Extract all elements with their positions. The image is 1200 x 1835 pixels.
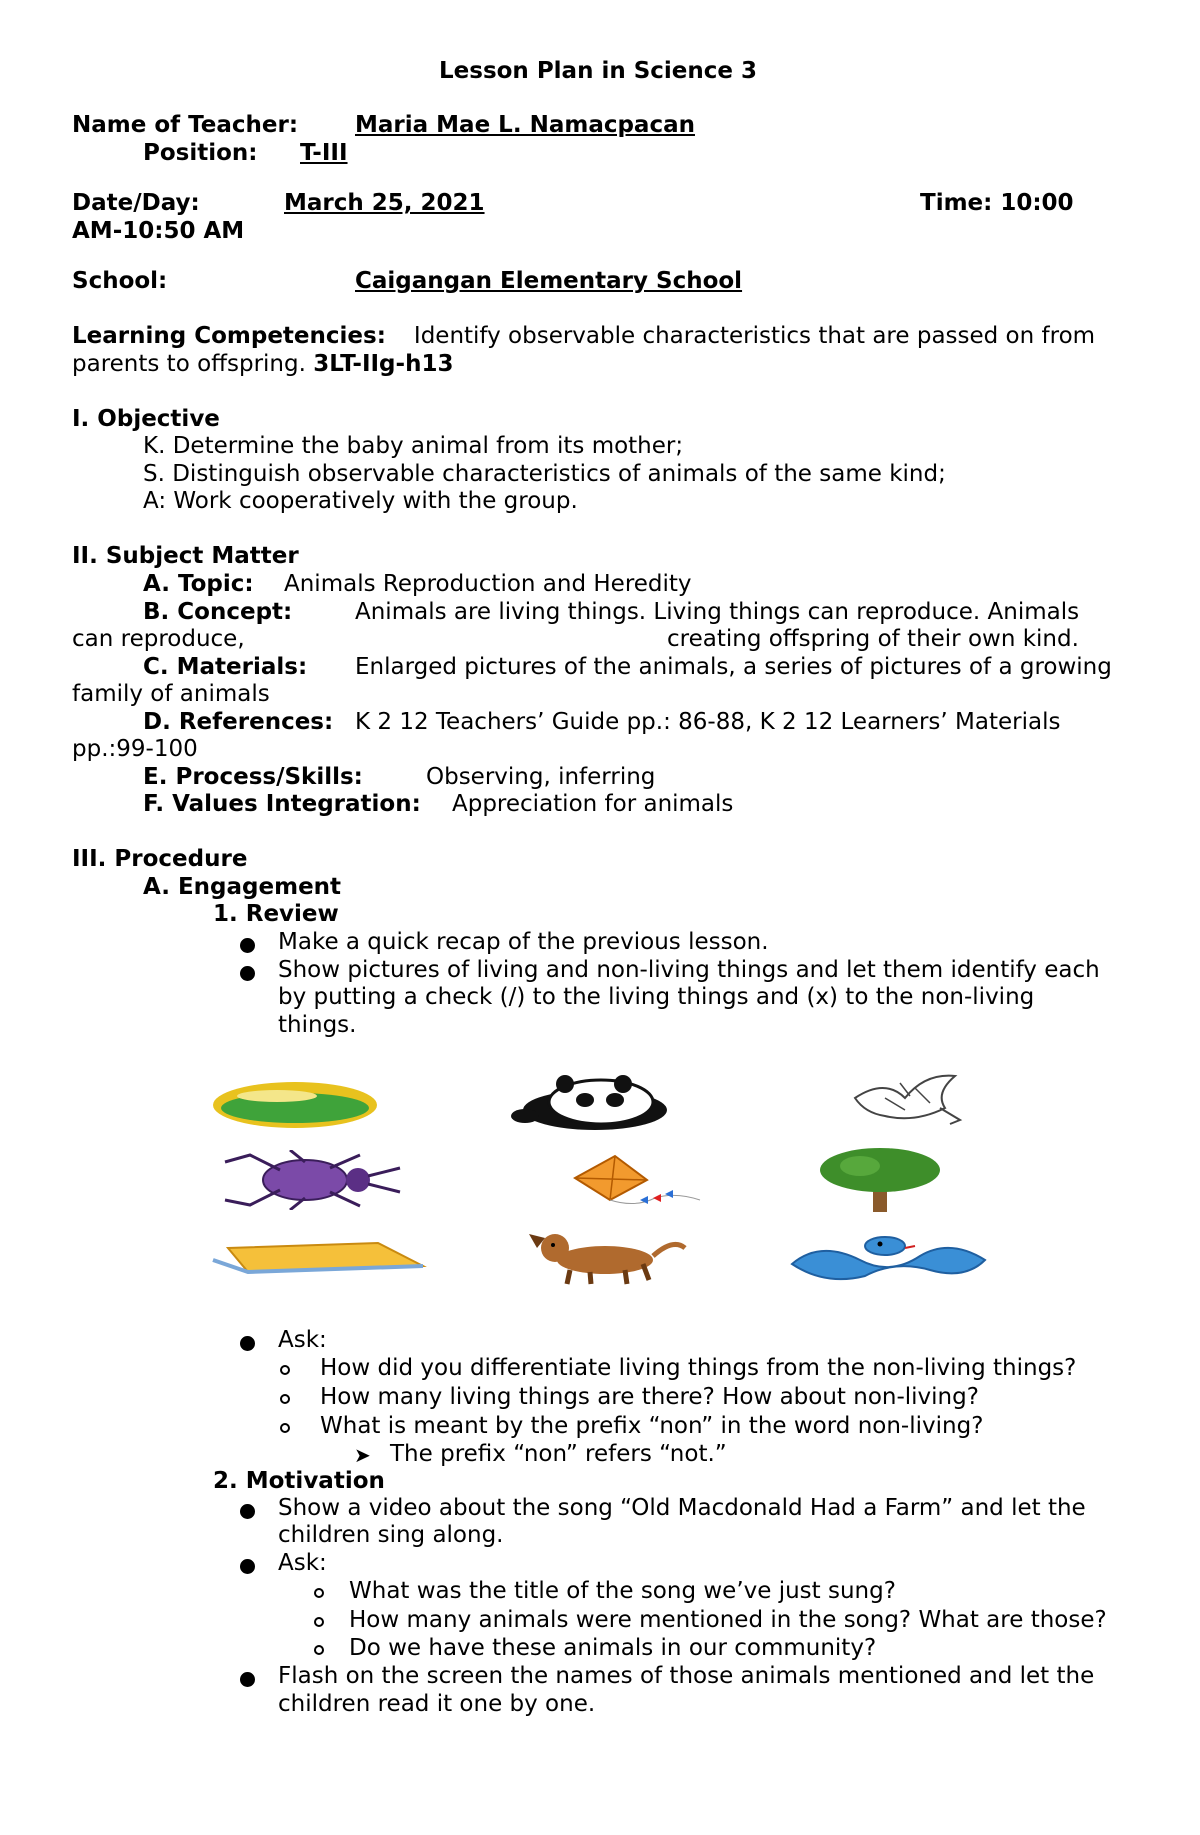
competencies-code: 3LT-IIg-h13 (313, 351, 454, 377)
competencies-line-1 (72, 323, 1095, 351)
motivation-heading: 2. Motivation (213, 1468, 385, 1494)
motivation-bullet-3-line-2: children read it one by one. (278, 1691, 596, 1717)
process-value: Observing, inferring (426, 764, 656, 790)
objective-heading: I. Objective (72, 406, 220, 432)
values-value: Appreciation for animals (452, 791, 734, 817)
materials-text-2: family of animals (72, 681, 270, 707)
references-text-2: pp.:99-100 (72, 736, 198, 762)
school-label: School: (72, 268, 168, 294)
document-title: Lesson Plan in Science 3 (439, 58, 758, 84)
motivation-bullet-3-line-1: Flash on the screen the names of those animals mentioned and let the (278, 1663, 1095, 1689)
bullet-icon (240, 1559, 255, 1574)
review-heading: 1. Review (213, 901, 339, 927)
competencies-label: Learning Competencies: (72, 323, 386, 349)
references-text-1: K 2 12 Teachers’ Guide pp.: 86-88, K 2 12 Learners’ Materials (355, 709, 1061, 735)
date-label: Date/Day: (72, 190, 200, 216)
bullet-icon (240, 1504, 255, 1519)
teacher-label: Name of Teacher: (72, 112, 299, 138)
time-label: Time: 10:00 (920, 190, 1074, 216)
sub-bullet-icon (280, 1365, 290, 1375)
concept-text-2a: can reproduce, (72, 626, 245, 652)
bug-picture (210, 1150, 410, 1210)
review-question-3: What is meant by the prefix “non” in the word non-living? (320, 1413, 984, 1439)
sub-bullet-icon (314, 1645, 324, 1655)
competencies-text-2: parents to offspring. (72, 351, 306, 377)
bullet-icon (240, 938, 255, 953)
review-question-2: How many living things are there? How about non-living? (320, 1384, 979, 1410)
references-label: D. References: (143, 709, 334, 735)
snake-picture (780, 1230, 1000, 1286)
dog-picture (515, 1228, 695, 1286)
review-bullet-2-line-3: things. (278, 1012, 357, 1038)
topic-value: Animals Reproduction and Heredity (284, 571, 692, 597)
procedure-heading: III. Procedure (72, 846, 248, 872)
teacher-name: Maria Mae L. Namacpacan (355, 112, 695, 138)
topic-label: A. Topic: (143, 571, 254, 597)
date-value: March 25, 2021 (284, 190, 485, 216)
bullet-icon (240, 966, 255, 981)
review-bullet-2-line-2: by putting a check (/) to the living things and (x) to the non-living (278, 984, 1035, 1010)
review-question-1: How did you differentiate living things from the non-living things? (320, 1355, 1077, 1381)
objective-item: K. Determine the baby animal from its mother; (143, 433, 684, 459)
book-picture (208, 1238, 428, 1278)
materials-text-1: Enlarged pictures of the animals, a series of pictures of a growing (355, 654, 1112, 680)
panda-picture (495, 1070, 695, 1136)
motivation-bullet-1-line-1: Show a video about the song “Old Macdonald Had a Farm” and let the (278, 1495, 1086, 1521)
sub-bullet-icon (280, 1394, 290, 1404)
position-label: Position: (143, 140, 258, 166)
review-bullet-1: Make a quick recap of the previous lesson. (278, 929, 769, 955)
sub-bullet-icon (314, 1617, 324, 1627)
motivation-bullet-1-line-2: children sing along. (278, 1522, 504, 1548)
subject-heading: II. Subject Matter (72, 543, 299, 569)
process-label: E. Process/Skills: (143, 764, 363, 790)
arrow-bullet-icon: ➤ (354, 1443, 371, 1467)
motivation-question-3: Do we have these animals in our community? (349, 1635, 877, 1661)
objective-item: S. Distinguish observable characteristics of animals of the same kind; (143, 461, 946, 487)
ball-picture (205, 1072, 385, 1134)
objective-item: A: Work cooperatively with the group. (143, 488, 578, 514)
sub-bullet-icon (314, 1588, 324, 1598)
dove-picture (845, 1068, 975, 1134)
concept-text-2b: creating offspring of their own kind. (667, 626, 1079, 652)
motivation-question-2: How many animals were mentioned in the song? What are those? (349, 1607, 1107, 1633)
sub-bullet-icon (280, 1423, 290, 1433)
school-name: Caigangan Elementary School (355, 268, 743, 294)
kite-picture (515, 1150, 705, 1216)
motivation-ask-label: Ask: (278, 1550, 327, 1576)
concept-label: B. Concept: (143, 599, 293, 625)
time-continuation: AM-10:50 AM (72, 218, 245, 244)
bullet-icon (240, 1672, 255, 1687)
review-answer-3: The prefix “non” refers “not.” (390, 1441, 727, 1467)
concept-text-1: Animals are living things. Living things can reproduce. Animals (355, 599, 1080, 625)
competencies-text-1: Identify observable characteristics that are passed on from (413, 323, 1096, 349)
position-value: T-III (300, 140, 348, 166)
motivation-question-1: What was the title of the song we’ve just sung? (349, 1578, 896, 1604)
materials-label: C. Materials: (143, 654, 308, 680)
competencies-line-2 (72, 351, 453, 379)
review-bullet-2-line-1: Show pictures of living and non-living things and let them identify each (278, 957, 1100, 983)
tree-picture (815, 1146, 945, 1216)
engagement-heading: A. Engagement (143, 874, 342, 900)
ask-label: Ask: (278, 1327, 327, 1353)
bullet-icon (240, 1336, 255, 1351)
values-label: F. Values Integration: (143, 791, 421, 817)
